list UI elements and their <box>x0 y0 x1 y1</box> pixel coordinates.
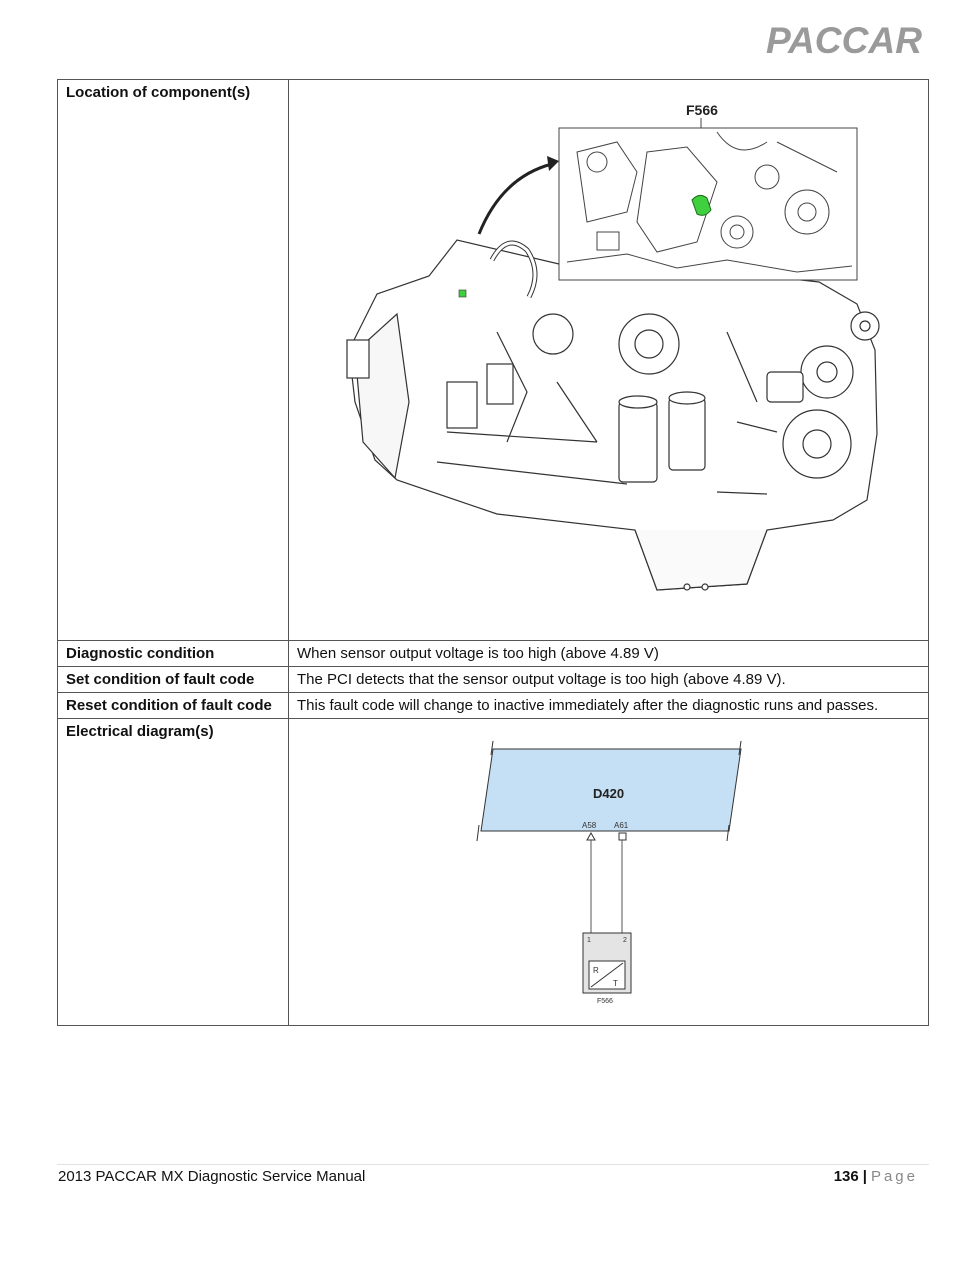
page-number: 136 <box>833 1168 859 1185</box>
row-value: The PCI detects that the sensor output voltage is too high (above 4.89 V). <box>289 667 929 693</box>
pin-label-a: A58 <box>582 821 597 830</box>
row-electrical-diagram <box>58 719 929 1026</box>
pin-label-b: A61 <box>614 821 629 830</box>
sensor-pin-2: 2 <box>623 937 627 944</box>
row-label: Location of component(s) <box>58 80 289 641</box>
row-value: When sensor output voltage is too high (above 4.89 V) <box>289 641 929 667</box>
row-set-condition <box>58 667 929 693</box>
row-label: Electrical diagram(s) <box>58 719 289 1026</box>
footer-divider <box>57 1164 929 1165</box>
electrical-diagram <box>297 721 922 1017</box>
row-label: Diagnostic condition <box>58 641 289 667</box>
row-label: Set condition of fault code <box>58 667 289 693</box>
electrical-figure-cell <box>289 719 929 1026</box>
row-value: This fault code will change to inactive immediately after the diagnostic runs and passes. <box>289 693 929 719</box>
module-label: D420 <box>593 786 625 801</box>
sensor-t: T <box>613 979 618 988</box>
location-figure-cell <box>289 80 929 641</box>
row-diagnostic-condition <box>58 641 929 667</box>
callout-label: F566 <box>686 102 718 118</box>
row-reset-condition <box>58 693 929 719</box>
sensor-pin-1: 1 <box>587 937 591 944</box>
sensor-r: R <box>593 966 599 975</box>
footer-title: 2013 PACCAR MX Diagnostic Service Manual <box>58 1168 366 1185</box>
page-separator: | <box>862 1168 867 1185</box>
fault-code-table <box>57 79 929 1026</box>
engine-location-figure <box>297 82 922 632</box>
paccar-logo <box>766 22 922 56</box>
footer-page <box>834 1168 918 1185</box>
logo-text: PACCAR <box>766 22 922 56</box>
engine-drawing <box>347 240 879 590</box>
page-word: Page <box>870 1168 918 1185</box>
row-location <box>58 80 929 641</box>
sensor-label: F566 <box>597 998 613 1005</box>
row-label: Reset condition of fault code <box>58 693 289 719</box>
